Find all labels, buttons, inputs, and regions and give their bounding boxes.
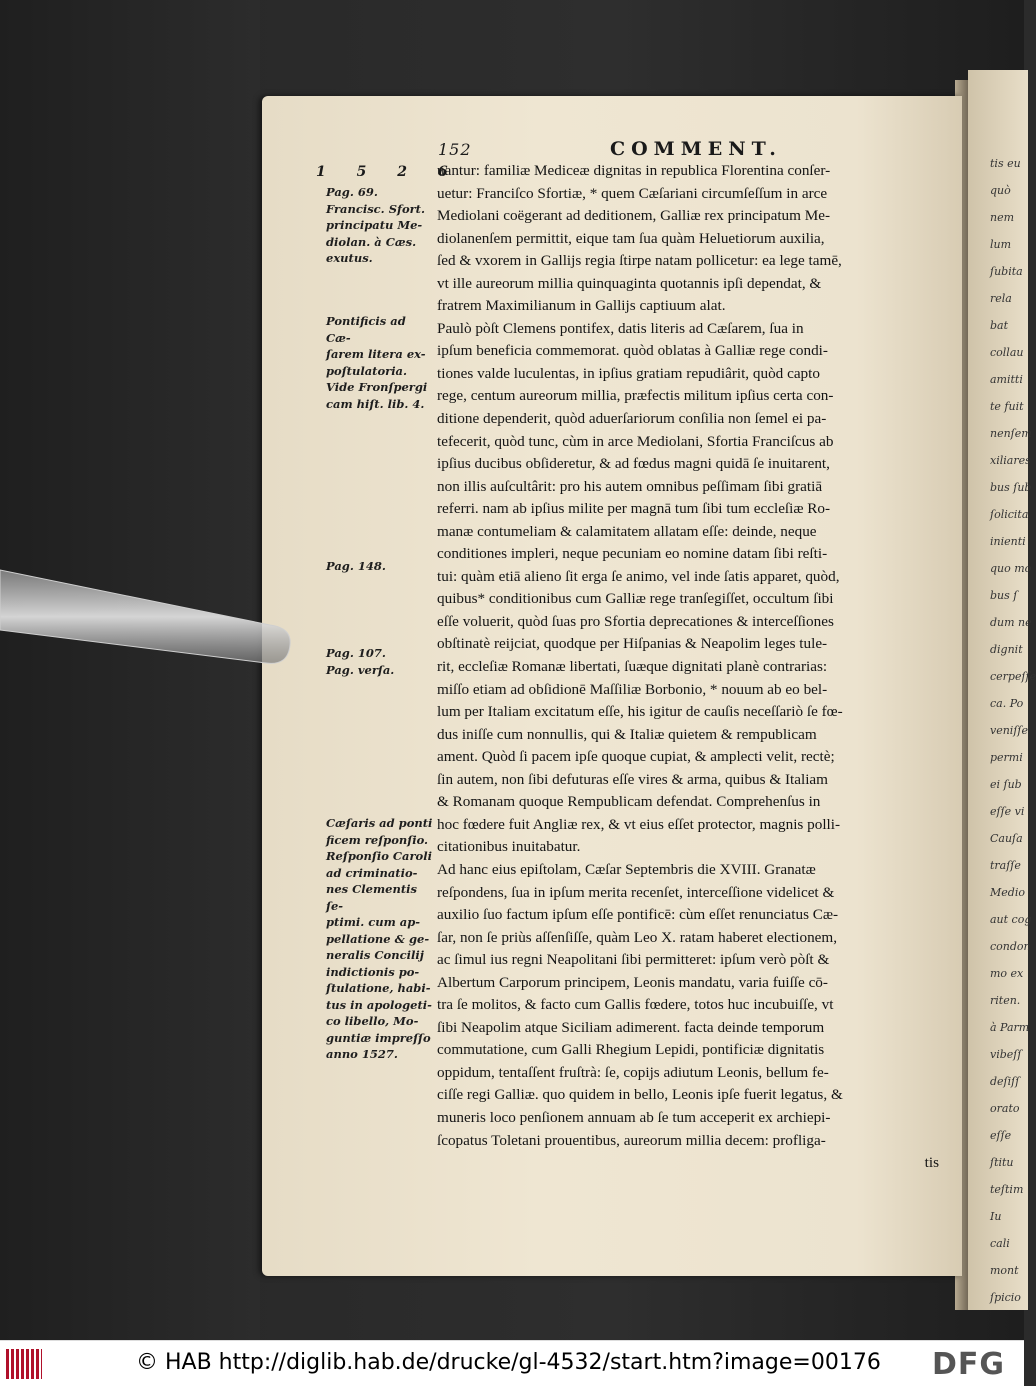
text-line: dus iniſſe cum nonnullis, qui & Italiæ quietem & rempublicam	[437, 725, 817, 743]
text-line: uetur: Franciſco Sfortiæ, * quem Cæſariani circumſeſſum in arce	[437, 184, 828, 202]
text-line: auxilio ſuo factum ipſum eſſe pontificē: cùm eſſet renunciatus Cæ-	[437, 906, 839, 924]
margin-note-line: neralis Concilij	[326, 948, 424, 962]
running-header	[438, 138, 958, 162]
margin-note-line: poſtulatoria.	[326, 363, 408, 378]
page-number: 152	[438, 140, 472, 159]
margin-note-line: ad criminatio-	[326, 865, 418, 880]
facing-page-fragment: dum ne	[990, 616, 1032, 629]
margin-note	[326, 313, 434, 412]
text-line: ſcopatus Toletani prouentibus, aureorum millia decem: profliga-	[437, 1131, 826, 1149]
text-line: ciſſe regi Galliæ. quo quidem in bello, Leonis ipſe fuerit legatus, &	[437, 1086, 843, 1104]
facing-page-fragment: ſolicita	[990, 508, 1029, 521]
text-line: eſſe voluerit, quòd ſuas pro Sfortia deprecationes & interceſſiones	[437, 612, 834, 630]
facing-page-fragment: lum	[990, 238, 1012, 251]
text-line: ac ſimul ius regni Neapolitani ſibi permitteret: ipſum verò pòſt &	[437, 951, 830, 969]
facing-page-fragment: riten.	[990, 994, 1021, 1007]
facing-page-fragment: bus ſ	[990, 589, 1018, 602]
text-line: tiones valde luculentas, in ipſius gratiam repudiârit, quòd capto	[437, 364, 820, 382]
facing-page-fragment: ca. Po	[990, 697, 1024, 710]
facing-page-fragment: bat	[990, 319, 1009, 332]
facing-page-fragment: Iu	[990, 1210, 1002, 1223]
text-line: miſſo etiam ad obſidionē Maſſiliæ Borbonio, * nouum ab eo bel-	[437, 680, 828, 698]
facing-page-fragment: mo ex	[990, 967, 1024, 980]
text-line: ament. Quòd ſi pacem ipſe quoque cupiat, & amplecti velit, rectè;	[437, 748, 835, 766]
margin-note-line: Pag. 69.	[326, 185, 378, 199]
margin-note-line: Vide Fronſpergi	[326, 380, 428, 394]
text-line: ſin autem, non ſibi defuturas eſſe vires & arma, quibus & Italiam	[437, 770, 828, 788]
margin-note-line: diolan. à Cæs.	[326, 234, 417, 249]
text-line: oppidum, tentaſſent fruſtrà: ſe, copijs adiutum Leonis, bellum fe-	[437, 1063, 829, 1081]
facing-page-fragment: teſtim	[990, 1183, 1024, 1196]
facing-page-fragment: quò	[990, 184, 1011, 197]
text-line: & Romanam quoque Rempublicam defendat. Comprehenſus in	[437, 793, 821, 811]
text-line: obſtinatè reijciat, quodque per Hiſpanias & Neapolim leges tule-	[437, 635, 828, 653]
text-line: Albertum Carporum principem, Leonis mandatu, varia fuiſſe cō-	[437, 973, 828, 991]
text-line: rege, centum aureorum millia, præfectis militum ipſius certa con-	[437, 387, 834, 405]
facing-page-fragment: veniſſe	[990, 724, 1028, 737]
text-line: non illis auſcultârit: pro his autem omnibus peſſimam ſibi gratiā	[437, 477, 823, 495]
facing-page-fragment: Medio	[990, 886, 1025, 899]
margin-note-line: ficem reſponſio.	[326, 832, 429, 847]
margin-note-line: Cæſaris ad ponti	[326, 816, 433, 830]
margin-note-line: pellatione & ge-	[326, 931, 430, 946]
facing-page-fragment: nenſem	[990, 427, 1032, 440]
text-line: reſpondens, ſua in ipſum merita recenſet, interceſſione videlicet &	[437, 883, 835, 901]
margin-note-line: Pontificis ad Cæ-	[326, 314, 406, 345]
book-stand-background	[0, 0, 260, 1340]
text-line: Mediolani coëgerant ad deditionem, Galliæ rex principatum Me-	[437, 207, 831, 225]
margin-note-line: indictionis po-	[326, 964, 420, 979]
margin-note-line: ſtulatione, habi-	[326, 981, 431, 995]
facing-page-fragment: aut cog	[990, 913, 1032, 926]
text-line: tui: quàm etiā alieno ſit erga ſe animo, vel inde ſatis apparet, quòd,	[437, 567, 840, 585]
facing-page-fragment: inienti	[990, 535, 1026, 548]
text-line: ditione dependerit, quòd aduerſariorum conſilia non ſemel ei pa-	[437, 410, 827, 428]
margin-note-line: Reſponſio Caroli	[326, 849, 432, 863]
text-line: referri. nam ab ipſius milite per magnā tum ſibi tum eccleſiæ Ro-	[437, 500, 831, 518]
facing-page-fragment: amitti	[990, 373, 1023, 386]
text-line: conditiones impleri, neque pecuniam eo nomine datam ſibi reſti-	[437, 545, 828, 563]
margin-note-line: Pag. 107.	[326, 646, 386, 660]
facing-page-fragment: vibeſſ	[990, 1048, 1022, 1061]
margin-note-line: Pag. 148.	[326, 559, 386, 573]
facing-page-fragment: cerpeſſe	[990, 670, 1036, 683]
text-line: tra ſe molitos, & facto cum Gallis fœdere, totos huc incubuiſſe, vt	[437, 996, 834, 1014]
glass-pointer	[0, 560, 300, 670]
margin-note	[326, 815, 434, 1063]
facing-page	[968, 70, 1036, 1310]
facing-page-fragment: collau	[990, 346, 1024, 359]
facing-page-fragment: eſſe vi	[990, 805, 1025, 818]
text-line: ſibi Neapolim atque Siciliam adimerent. facta deinde temporum	[437, 1018, 825, 1036]
dfg-logo: DFG	[932, 1347, 1006, 1382]
text-line: ſed & vxorem in Gallijs regia ſtirpe natam pollicetur: ea lege tamē,	[437, 252, 842, 270]
text-line: Paulò pòſt Clemens pontifex, datis literis ad Cæſarem, ſua in	[437, 319, 804, 337]
hab-logo-icon	[6, 1349, 42, 1379]
facing-page-fragment: dignit	[990, 643, 1023, 656]
facing-page-fragment: traſſe	[990, 859, 1021, 872]
margin-note-line: guntiæ impreſſo	[326, 1030, 431, 1045]
facing-page-fragment: xiliares	[990, 454, 1031, 467]
facing-page-fragment: ei ſub	[990, 778, 1022, 791]
text-line: Ad hanc eius epiſtolam, Cæſar Septembris die XVIII. Granatæ	[437, 860, 816, 878]
text-line: ipſum beneficia commemorat. quòd oblatas à Galliæ rege condi-	[437, 342, 828, 360]
margin-note	[326, 184, 434, 267]
main-text	[437, 160, 939, 1175]
facing-page-fragment: mont	[990, 1264, 1019, 1277]
facing-page-fragment: nem	[990, 211, 1015, 224]
facing-page-fragment: quo mo	[990, 562, 1032, 575]
text-line: quibus* conditionibus cum Galliæ rege tranſegiſſet, occultum ſibi	[437, 590, 834, 608]
facing-page-fragment: Cauſa	[990, 832, 1023, 845]
margin-year: 1 5 2 6	[316, 164, 461, 180]
catchword: tis	[924, 1154, 939, 1172]
facing-page-fragment: orato	[990, 1102, 1020, 1115]
margin-note-line: cam hiſt. lib. 4.	[326, 396, 425, 411]
text-line: diolanenſem permittit, eique tam ſua quàm Heluetiorum auxilia,	[437, 229, 825, 247]
text-line: muneris loco penſionem annuam ab ſe tum acceperit ex archiepi-	[437, 1108, 831, 1126]
text-line: uantur: familiæ Mediceæ dignitas in republica Florentina conſer-	[437, 162, 831, 179]
text-line: rit, eccleſiæ Romanæ libertati, ſuæque dignitati planè contrarias:	[437, 658, 828, 676]
margin-note-line: tus in apologeti-	[326, 997, 432, 1012]
facing-page-fragment: eſſe	[990, 1129, 1012, 1142]
text-line: commutatione, cum Galli Rhegium Lepidi, pontificiæ dignitatis	[437, 1041, 825, 1059]
text-line: lum per Italiam excitatum eſſe, his igitur de cauſis neceſſariò ſe fœ-	[437, 703, 843, 721]
margin-note-line: co libello, Mo-	[326, 1014, 419, 1028]
facing-page-fragment: tis eu	[990, 157, 1021, 170]
facing-page-fragment: ſpicio	[990, 1291, 1021, 1304]
facing-page-fragment: deſiſſ	[990, 1075, 1020, 1088]
text-line: citationibus inuitabatur.	[437, 838, 581, 856]
margin-note-line: principatu Me-	[326, 218, 423, 232]
facing-page-text	[968, 70, 1036, 1311]
facing-page-fragment: rela	[990, 292, 1012, 305]
facing-page-fragment: ſtitu	[990, 1156, 1014, 1169]
facing-page-fragment: ſubita	[990, 265, 1023, 278]
margin-note-line: Francisc. Sfort.	[326, 201, 425, 216]
margin-note-line: Pag. verſa.	[326, 662, 395, 677]
text-line: manæ contumeliam & calamitatem allatam eſſe: deinde, neque	[437, 522, 817, 540]
margin-note-line: ſarem litera ex-	[326, 347, 426, 361]
text-line: vt ille aureorum millia quinquaginta quotannis ipſi dependat, &	[437, 274, 822, 292]
margin-note	[326, 645, 434, 678]
running-title: COMMENT.	[610, 138, 782, 160]
margin-note	[326, 558, 434, 575]
margin-note-line: nes Clementis ſe-	[326, 882, 417, 913]
facing-page-fragment: bus ſub	[990, 481, 1032, 494]
facing-page-fragment: cali	[990, 1237, 1010, 1250]
facing-page-fragment: te fuit	[990, 400, 1024, 413]
facing-page-fragment: à Parm	[990, 1021, 1030, 1034]
margin-note-line: exutus.	[326, 251, 373, 265]
facing-page-fragment: condon	[990, 940, 1031, 953]
margin-note-line: ptimi. cum ap-	[326, 915, 421, 929]
text-line: fratrem Maximilianum in Gallijs captiuum alat.	[437, 297, 726, 315]
text-line: ſar, non ſe priùs aſſenſiſſe, quàm Leo X. ratam haberet electionem,	[437, 928, 838, 946]
facing-page-fragment: permi	[990, 751, 1023, 764]
text-line: ipſius ducibus obſideretur, & ad fœdus magni quidā ſe inuitarent,	[437, 455, 830, 473]
footer-bar	[0, 1340, 1024, 1386]
text-line: tefecerit, quòd tunc, cùm in arce Mediolani, Sfortia Franciſcus ab	[437, 432, 834, 450]
margin-note-line: anno 1527.	[326, 1047, 398, 1061]
text-line: hoc fœdere fuit Angliæ rex, & vt eius eſſet protector, magnis polli-	[437, 815, 841, 833]
copyright-url[interactable]: © HAB http://diglib.hab.de/drucke/gl-4532/start.htm?image=00176	[136, 1350, 881, 1375]
